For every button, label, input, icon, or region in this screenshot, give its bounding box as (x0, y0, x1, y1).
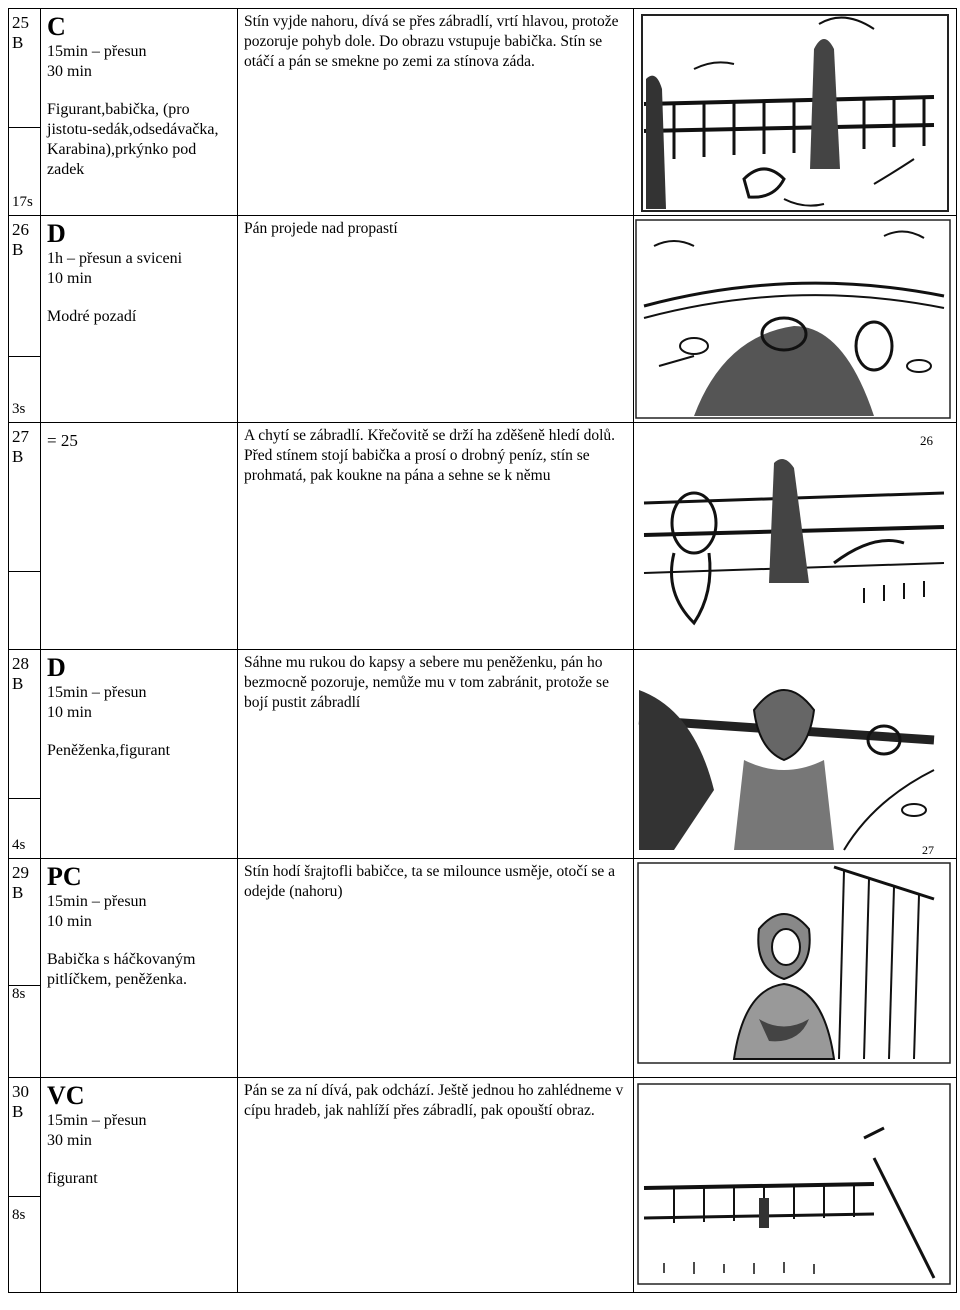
description-text: Pán se za ní dívá, pak odchází. Ještě jednou ho zahlédneme v cípu hradeb, jak nahlíží přes zábradlí, pak opouští obraz. (244, 1082, 624, 1119)
shot-info-cell (41, 9, 238, 216)
sketch-image (634, 859, 954, 1077)
description-text: Sáhne mu rukou do kapsy a sebere mu peněženku, pán ho bezmocně pozoruje, nemůže mu v tom zabránit, protože se bojí pustit zábradlí (244, 654, 609, 711)
time-line: 10 min (47, 704, 92, 721)
sketch-image (634, 9, 954, 215)
sketch-cell (634, 216, 957, 423)
props-text: Babička s háčkovaným pitlíčkem, peněženka. (47, 951, 196, 988)
time-line: 30 min (47, 63, 92, 80)
sketch-cell (634, 423, 957, 650)
camera-label: VC (47, 1081, 85, 1110)
shot-info-cell (41, 423, 238, 650)
sketch-image (634, 216, 954, 422)
shot-number: 28 (12, 654, 29, 673)
shot-info-cell (41, 1078, 238, 1293)
shot-duration: 8s (12, 1207, 26, 1223)
camera-label: C (47, 12, 66, 41)
sketch-cell (634, 1078, 957, 1293)
shot-number: 25 (12, 13, 29, 32)
sketch-cell (634, 650, 957, 859)
time-line: 10 min (47, 913, 92, 930)
sketch-number: 27 (922, 843, 934, 857)
props-text: Peněženka,figurant (47, 742, 171, 759)
description-cell (238, 423, 634, 650)
shot-number-cell (9, 650, 41, 859)
time-line: 30 min (47, 1132, 92, 1149)
shot-duration: 8s (12, 986, 26, 1002)
shot-duration: 17s (12, 194, 33, 210)
sketch-number: 26 (920, 433, 933, 448)
description-cell (238, 650, 634, 859)
props-text: Figurant,babička, (pro jistotu-sedák,odsedávačka, Karabina),prkýnko pod zadek (47, 101, 219, 178)
sketch-image (634, 1078, 954, 1292)
description-text: Stín hodí šrajtofli babičce, ta se milounce usměje, otočí se a odejde (nahoru) (244, 863, 616, 900)
shot-number-cell (9, 1078, 41, 1293)
description-text: Stín vyjde nahoru, dívá se přes zábradlí, vrtí hlavou, protože pozoruje pohyb dole. Do obrazu vstupuje babička. Stín se otáčí a pán se smekne po zemi za stínova záda. (244, 13, 619, 70)
shot-row (9, 216, 957, 423)
camera-label: PC (47, 862, 82, 891)
description-text: A chytí se zábradlí. Křečovitě se drží ha zděšeně hledí dolů. Před stínem stojí babička a prosí o drobný peníz, stín se prohmatá, pak koukne na pána a sehne se k němu (244, 427, 616, 484)
shot-number: 30 (12, 1082, 29, 1101)
props-text: figurant (47, 1170, 98, 1187)
shot-row (9, 1078, 957, 1293)
shot-info-cell (41, 216, 238, 423)
shot-number-cell (9, 423, 41, 650)
shot-duration: 4s (12, 837, 26, 853)
shot-unit: B (12, 674, 24, 693)
shot-row (9, 859, 957, 1078)
description-cell (238, 1078, 634, 1293)
time-line: 1h – přesun a sviceni (47, 250, 183, 267)
shot-number-cell (9, 216, 41, 423)
sketch-cell (634, 9, 957, 216)
description-text: Pán projede nad propastí (244, 220, 398, 237)
description-cell (238, 859, 634, 1078)
description-cell (238, 216, 634, 423)
shot-number: 27 (12, 427, 29, 446)
shot-number-cell (9, 9, 41, 216)
shot-row (9, 423, 957, 650)
shot-number: 29 (12, 863, 29, 882)
shot-unit: B (12, 33, 24, 52)
camera-label: D (47, 653, 66, 682)
time-line: 15min – přesun (47, 43, 147, 60)
shot-row (9, 9, 957, 216)
description-cell (238, 9, 634, 216)
shot-unit: B (12, 240, 24, 259)
shot-number-cell (9, 859, 41, 1078)
shot-unit: B (12, 447, 24, 466)
shot-info-cell (41, 650, 238, 859)
sketch-cell (634, 859, 957, 1078)
shot-info-cell (41, 859, 238, 1078)
time-line: 10 min (47, 270, 92, 287)
props-text: Modré pozadí (47, 308, 137, 325)
time-line: 15min – přesun (47, 893, 147, 910)
shot-unit: B (12, 1102, 24, 1121)
time-line: 15min – přesun (47, 1112, 147, 1129)
sketch-image (634, 650, 954, 858)
sketch-image (634, 423, 954, 649)
shot-number: 26 (12, 220, 29, 239)
storyboard-table (8, 8, 957, 1293)
time-line: 15min – přesun (47, 684, 147, 701)
reference-label: = 25 (47, 431, 78, 450)
shot-duration: 3s (12, 401, 26, 417)
shot-row (9, 650, 957, 859)
camera-label: D (47, 219, 66, 248)
shot-unit: B (12, 883, 24, 902)
